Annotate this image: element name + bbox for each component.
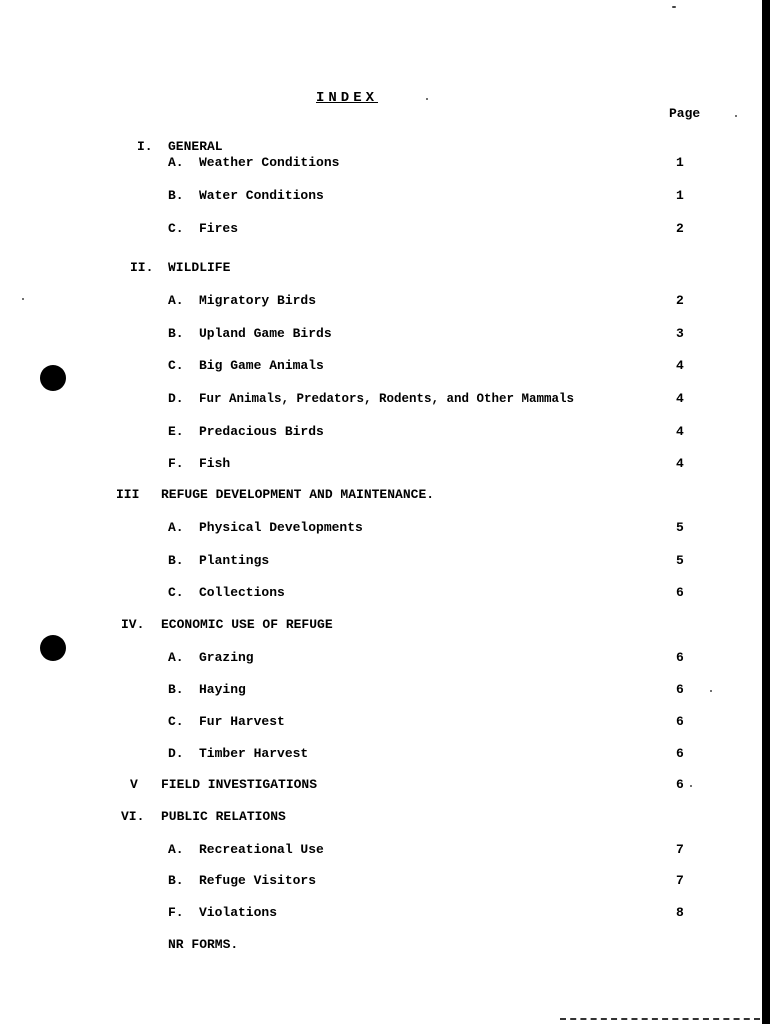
item-text: Violations [199, 905, 278, 920]
item-letter: B. [168, 188, 184, 203]
scan-border [762, 0, 770, 1024]
section-numeral: V [130, 777, 138, 792]
item-page: 6 [676, 585, 684, 600]
item-page: 4 [676, 424, 684, 439]
item-page: 3 [676, 326, 684, 341]
item-page: 6 [676, 746, 684, 761]
item-page: 4 [676, 391, 684, 406]
item-text: Upland Game Birds [199, 326, 332, 341]
item-page: 7 [676, 842, 684, 857]
item-page: 2 [676, 293, 684, 308]
item-letter: B. [168, 326, 184, 341]
item-text: Recreational Use [199, 842, 324, 857]
item-page: 5 [676, 520, 684, 535]
scan-speck [22, 298, 24, 300]
item-letter: B. [168, 682, 184, 697]
section-title: REFUGE DEVELOPMENT AND MAINTENANCE. [161, 487, 435, 502]
item-text: Predacious Birds [199, 424, 324, 439]
item-page: 1 [676, 155, 684, 170]
item-text: Fur Harvest [199, 714, 285, 729]
item-page: 5 [676, 553, 684, 568]
item-letter: D. [168, 746, 184, 761]
item-letter: F. [168, 905, 184, 920]
item-page: 2 [676, 221, 684, 236]
section-title: ECONOMIC USE OF REFUGE [161, 617, 333, 632]
section-numeral: VI. [121, 809, 145, 824]
punch-hole [40, 365, 66, 391]
punch-hole [40, 635, 66, 661]
item-letter: A. [168, 520, 184, 535]
section-numeral: I. [137, 139, 153, 154]
scan-speck [735, 115, 737, 117]
section-numeral: IV. [121, 617, 145, 632]
item-letter: A. [168, 155, 184, 170]
item-page: 6 [676, 714, 684, 729]
item-text: Timber Harvest [199, 746, 309, 761]
item-text: Plantings [199, 553, 270, 568]
scan-speck [710, 690, 712, 692]
item-letter: A. [168, 650, 184, 665]
item-text: Collections [199, 585, 285, 600]
page-column-header: Page [669, 106, 701, 121]
item-letter: D. [168, 391, 184, 406]
section-title: WILDLIFE [168, 260, 231, 275]
item-page: 8 [676, 905, 684, 920]
item-text: Weather Conditions [199, 155, 340, 170]
section-title: GENERAL [168, 139, 223, 154]
scan-speck [690, 785, 692, 787]
footer-note: NR FORMS. [168, 937, 239, 952]
item-letter: B. [168, 873, 184, 888]
item-page: 4 [676, 358, 684, 373]
item-letter: A. [168, 842, 184, 857]
item-text: Fish [199, 456, 231, 471]
item-letter: C. [168, 585, 184, 600]
item-letter: C. [168, 714, 184, 729]
item-page: 6 [676, 682, 684, 697]
item-text: Grazing [199, 650, 254, 665]
item-page: 4 [676, 456, 684, 471]
scan-speck [672, 6, 676, 8]
item-text: Migratory Birds [199, 293, 317, 308]
item-text: Physical Developments [199, 520, 363, 535]
item-letter: C. [168, 221, 184, 236]
item-text: Haying [199, 682, 246, 697]
item-page: 1 [676, 188, 684, 203]
item-text: Fires [199, 221, 239, 236]
section-numeral: II. [130, 260, 154, 275]
item-text: Big Game Animals [199, 358, 324, 373]
item-letter: E. [168, 424, 184, 439]
item-letter: B. [168, 553, 184, 568]
item-text: Fur Animals, Predators, Rodents, and Other Mammals [199, 392, 575, 406]
index-title: INDEX [316, 90, 379, 106]
item-page: 6 [676, 650, 684, 665]
item-page: 7 [676, 873, 684, 888]
item-text: Refuge Visitors [199, 873, 317, 888]
section-numeral: III [116, 487, 140, 502]
section-title: PUBLIC RELATIONS [161, 809, 286, 824]
section-page: 6 [676, 777, 684, 792]
scan-speck [426, 98, 428, 100]
item-text: Water Conditions [199, 188, 324, 203]
section-title: FIELD INVESTIGATIONS [161, 777, 318, 792]
item-letter: C. [168, 358, 184, 373]
item-letter: A. [168, 293, 184, 308]
item-letter: F. [168, 456, 184, 471]
scan-edge-marks [560, 1018, 760, 1023]
